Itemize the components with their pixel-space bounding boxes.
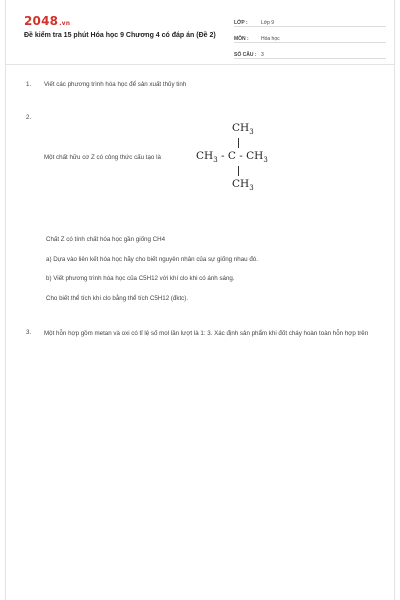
meta-label: MÔN : xyxy=(234,36,249,42)
formula-main-chain: $CH_3$ - C - $CH_3$ xyxy=(196,150,268,165)
meta-row-subject xyxy=(234,29,386,43)
exam-page xyxy=(5,0,395,600)
site-logo[interactable] xyxy=(24,14,70,28)
question-number: 1. xyxy=(26,81,32,88)
exam-meta xyxy=(234,13,386,61)
question-2-number: 2. xyxy=(26,114,32,121)
bond-top xyxy=(238,138,239,148)
logo-text: 2048 xyxy=(24,14,59,28)
meta-row-class xyxy=(234,13,386,27)
question-3-text: Một hỗn hợp gồm metan và oxi có tỉ lệ số mol lần lượt là 1: 3. Xác định sản phẩm khi đốt cháy hoàn toàn hỗn hợp trên xyxy=(44,330,369,337)
bond-bottom xyxy=(238,166,239,176)
meta-value: 3 xyxy=(261,52,264,58)
question-2-part-b: b) Viết phương trình hóa học của C5H12 với khí clo khi có ánh sáng. xyxy=(46,275,235,282)
logo-suffix: .vn xyxy=(59,20,71,27)
meta-row-count xyxy=(234,45,386,59)
question-2-note: Cho biết thể tích khí clo bằng thể tích C5H12 (đktc). xyxy=(46,295,189,302)
formula-intro: Một chất hữu cơ Z có công thức cấu tạo là xyxy=(44,154,161,161)
question-3-number: 3. xyxy=(26,329,32,336)
formula-bottom-group: $CH_3$ xyxy=(232,178,254,193)
question-2-part-a: a) Dựa vào liên kết hóa học hãy cho biết nguyên nhân của sự giống nhau đó. xyxy=(46,256,258,263)
formula-top-group: $CH_3$ xyxy=(232,122,254,137)
meta-value: Hóa học xyxy=(261,36,280,42)
header-divider xyxy=(6,64,394,65)
question-2-line: Chất Z có tính chất hóa học gần giống CH4 xyxy=(46,236,166,243)
meta-label: SỐ CÂU : xyxy=(234,52,257,58)
meta-label: LỚP : xyxy=(234,20,248,26)
exam-title: Đề kiểm tra 15 phút Hóa học 9 Chương 4 có đáp án (Đề 2) xyxy=(24,32,216,39)
structural-formula xyxy=(44,120,364,200)
meta-value: Lớp 9 xyxy=(261,20,275,26)
question-text: Viết các phương trình hóa học để sản xuất thủy tinh xyxy=(44,81,187,88)
